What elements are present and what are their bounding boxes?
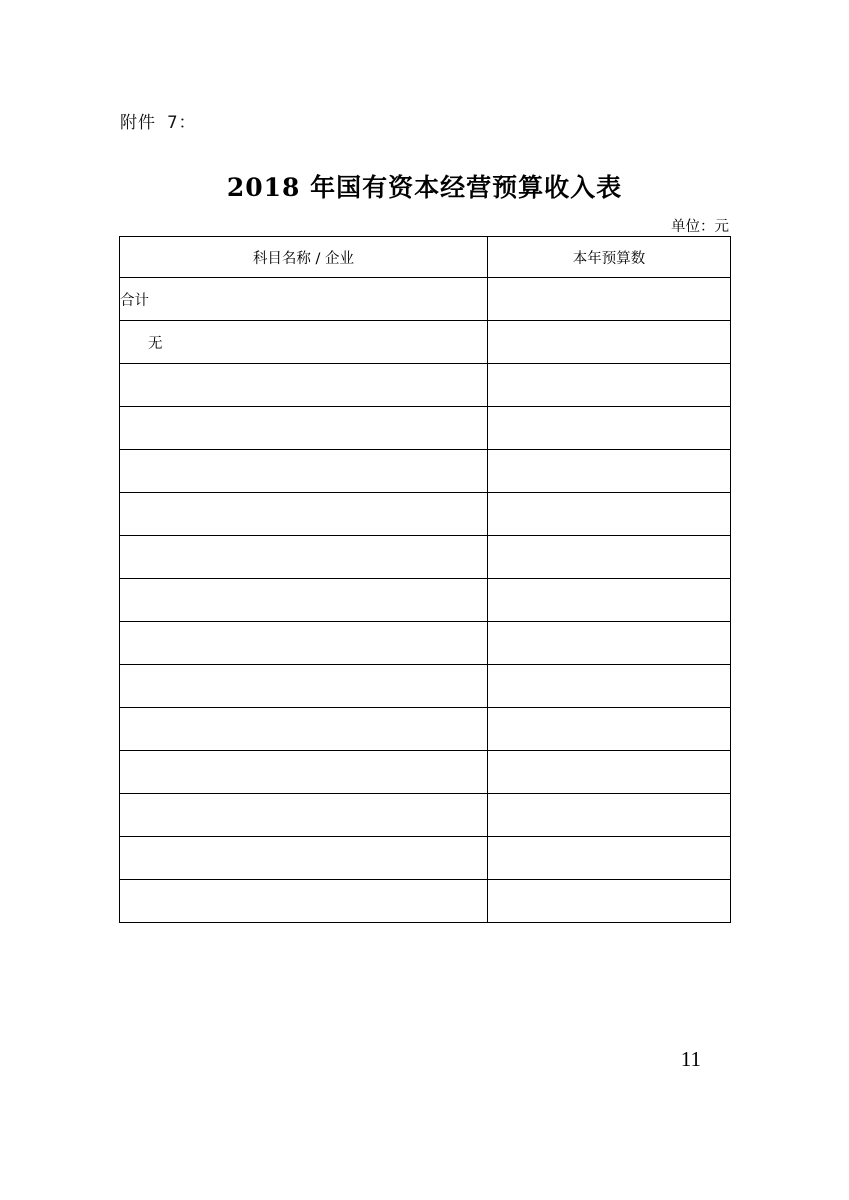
row-budget-cell — [488, 880, 731, 923]
row-subject-cell — [120, 493, 488, 536]
table-row — [120, 880, 731, 923]
table-row — [120, 622, 731, 665]
row-subject-cell — [120, 751, 488, 794]
column-header-current-year-budget: 本年预算数 — [488, 237, 731, 278]
row-subject-cell — [120, 665, 488, 708]
column-header-subject: 科目名称 / 企业 — [120, 237, 488, 278]
row-subject-cell — [120, 579, 488, 622]
row-subject-cell — [120, 622, 488, 665]
page-number: 11 — [680, 1047, 701, 1071]
row-budget-cell — [488, 579, 731, 622]
row-budget-cell — [488, 751, 731, 794]
table-row — [120, 665, 731, 708]
row-subject-cell — [120, 364, 488, 407]
row-subject-cell — [120, 450, 488, 493]
row-budget-cell — [488, 536, 731, 579]
row-subject-cell — [120, 837, 488, 880]
row-subject-cell: 无 — [120, 321, 488, 364]
table-row — [120, 751, 731, 794]
table-row — [120, 278, 731, 321]
table-row — [120, 794, 731, 837]
row-subject-cell — [120, 880, 488, 923]
attachment-label: 附件 7： — [120, 113, 197, 133]
table-row — [120, 450, 731, 493]
row-budget-cell — [488, 364, 731, 407]
row-budget-cell — [488, 794, 731, 837]
page-title: 2018 年国有资本经营预算收入表 — [226, 173, 623, 202]
row-subject-cell — [120, 708, 488, 751]
table-row — [120, 407, 731, 450]
row-budget-cell — [488, 278, 731, 321]
row-budget-cell — [488, 665, 731, 708]
unit-note: 单位：元 — [671, 219, 729, 235]
table-row — [120, 837, 731, 880]
table-row — [120, 364, 731, 407]
row-subject-cell — [120, 794, 488, 837]
table-row — [120, 536, 731, 579]
table-row — [120, 708, 731, 751]
row-budget-cell — [488, 837, 731, 880]
row-budget-cell — [488, 708, 731, 751]
table-row — [120, 493, 731, 536]
table-body — [120, 278, 731, 923]
row-budget-cell — [488, 622, 731, 665]
budget-table — [119, 236, 731, 923]
table-row — [120, 579, 731, 622]
row-budget-cell — [488, 493, 731, 536]
row-budget-cell — [488, 450, 731, 493]
table-row — [120, 321, 731, 364]
row-subject-cell — [120, 536, 488, 579]
row-subject-cell: 合计 — [120, 278, 488, 321]
row-subject-cell — [120, 407, 488, 450]
row-budget-cell — [488, 407, 731, 450]
table-header-row — [120, 237, 731, 278]
row-budget-cell — [488, 321, 731, 364]
